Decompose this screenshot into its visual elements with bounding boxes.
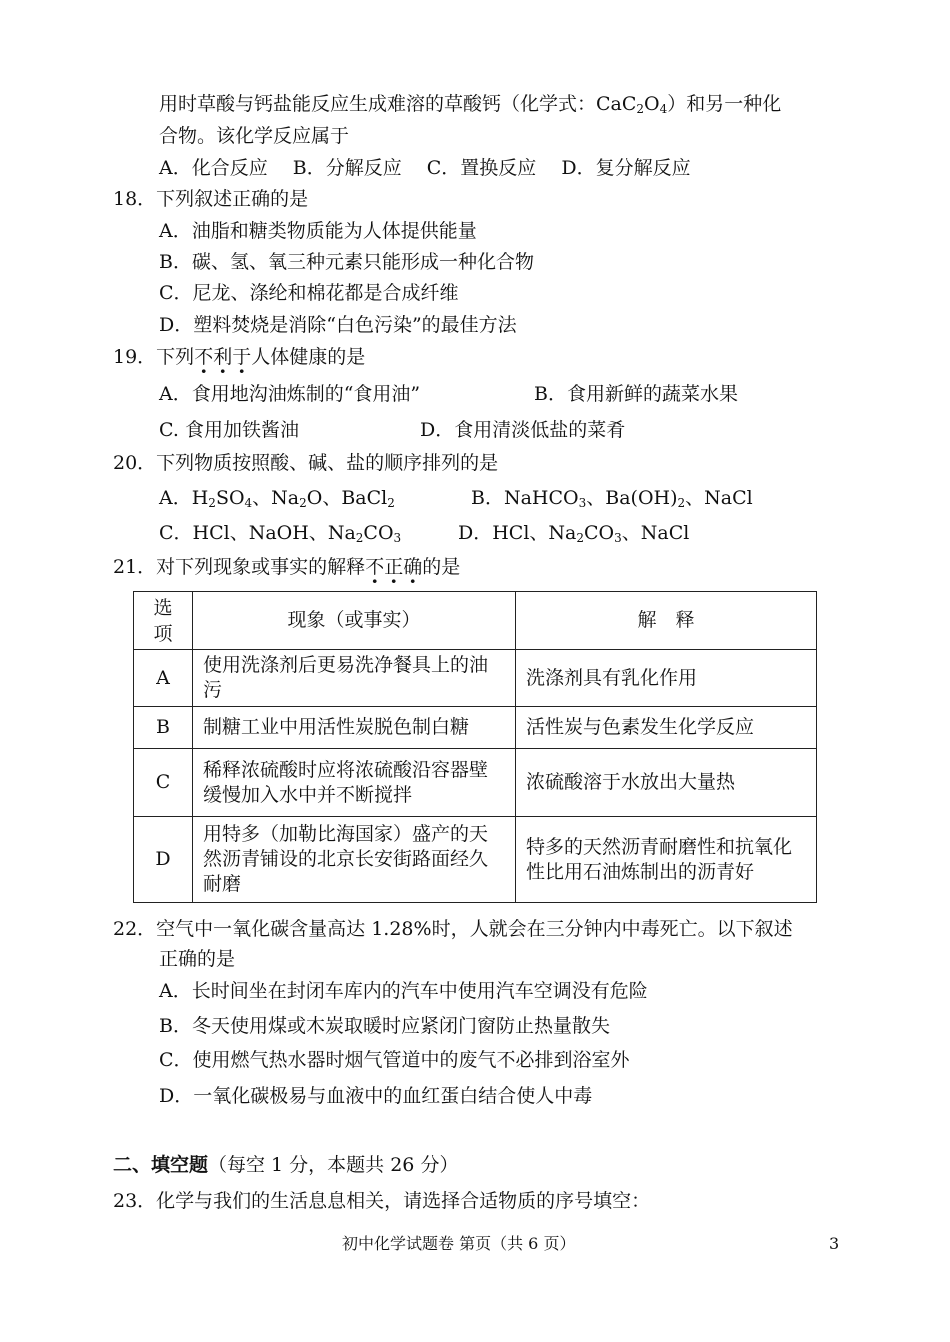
- section-title: 二、填空题: [113, 1154, 209, 1176]
- row-option: B: [134, 707, 193, 749]
- emphasis-dot-char: 确: [403, 556, 423, 578]
- table-row: [134, 707, 817, 749]
- q19-option-a: A．食用地沟油炼制的“食用油”: [159, 383, 421, 405]
- table-row: [134, 817, 817, 903]
- q22-stem-line2: 正确的是: [159, 948, 236, 970]
- row-option: D: [134, 817, 193, 903]
- q20-option-c: C．HCl、NaOH、$Na_2CO_3$: [159, 522, 402, 545]
- row-reason: 洗涤剂具有乳化作用: [516, 650, 817, 707]
- q22-option-a: A．长时间坐在封闭车库内的汽车中使用汽车空调没有危险: [159, 980, 648, 1002]
- table-row: [134, 650, 817, 707]
- q19-option-b: B．食用新鲜的蔬菜水果: [534, 383, 738, 405]
- q21-table: [133, 591, 817, 903]
- table-row: [134, 749, 817, 817]
- q23-stem: 23．化学与我们的生活息息相关，请选择合适物质的序号填空：: [113, 1190, 651, 1212]
- q20-option-b: B．NaHCO$_3$、$Ba(OH)_2$、NaCl: [471, 487, 753, 510]
- q18-option-a: A．油脂和糖类物质能为人体提供能量: [159, 220, 477, 242]
- section-note: （每空 1 分，本题共 26 分）: [208, 1154, 459, 1176]
- q19-option-d: D．食用清淡低盐的菜肴: [420, 419, 626, 441]
- q20-option-a: A．$H_2SO_4$、$Na_2O$、BaCl$_2$: [159, 487, 395, 510]
- page-number: 3: [829, 1234, 840, 1253]
- header-reason: 解 释: [516, 592, 817, 650]
- row-fact: 使用洗涤剂后更易洗净餐具上的油污: [193, 650, 516, 707]
- q18-option-b: B．碳、氢、氧三种元素只能形成一种化合物: [159, 251, 534, 273]
- q18-stem: 18．下列叙述正确的是: [113, 188, 309, 210]
- q19-stem: 19．下列不利于人体健康的是: [113, 346, 366, 368]
- row-reason: 特多的天然沥青耐磨性和抗氧化性比用石油炼制出的沥青好: [516, 817, 817, 903]
- row-fact: 用特多（加勒比海国家）盛产的天然沥青铺设的北京长安街路面经久耐磨: [193, 817, 516, 903]
- q22-option-b: B．冬天使用煤或木炭取暖时应紧闭门窗防止热量散失: [159, 1015, 610, 1037]
- row-reason: 活性炭与色素发生化学反应: [516, 707, 817, 749]
- emphasis-dot-char: 正: [384, 556, 404, 578]
- row-option: C: [134, 749, 193, 817]
- emphasis-dot-char: 不: [365, 556, 385, 578]
- emphasis-dot-char: 于: [232, 346, 252, 368]
- q20-option-d: D．HCl、$Na_2CO_3$、NaCl: [458, 522, 690, 545]
- q18-option-d: D．塑料焚烧是消除“白色污染”的最佳方法: [159, 314, 517, 336]
- emphasis-dot-char: 利: [213, 346, 233, 368]
- page-footer: 初中化学试题卷 第页（共 6 页）: [342, 1234, 576, 1253]
- q17-line1: 用时草酸与钙盐能反应生成难溶的草酸钙（化学式：$CaC_2O_4$）和另一种化: [159, 93, 782, 116]
- q20-stem: 20．下列物质按照酸、碱、盐的顺序排列的是: [113, 452, 499, 474]
- emphasis-dot-char: 不: [194, 346, 214, 368]
- table-header-row: [134, 592, 817, 650]
- row-reason: 浓硫酸溶于水放出大量热: [516, 749, 817, 817]
- q17-line2: 合物。该化学反应属于: [159, 125, 350, 147]
- row-fact: 稀释浓硫酸时应将浓硫酸沿容器壁缓慢加入水中并不断搅拌: [193, 749, 516, 817]
- q18-option-c: C．尼龙、涤纶和棉花都是合成纤维: [159, 282, 459, 304]
- q22-stem-line1: 22．空气中一氧化碳含量高达 1.28%时，人就会在三分钟内中毒死亡。以下叙述: [113, 918, 793, 940]
- section-heading: [113, 1152, 458, 1178]
- q22-option-d: D．一氧化碳极易与血液中的血红蛋白结合使人中毒: [159, 1085, 593, 1107]
- row-option: A: [134, 650, 193, 707]
- header-option: 选项: [134, 592, 193, 650]
- q17-options: A．化合反应 B．分解反应 C．置换反应 D．复分解反应: [159, 157, 691, 179]
- q21-stem: 21．对下列现象或事实的解释不正确的是: [113, 556, 461, 578]
- q22-option-c: C．使用燃气热水器时烟气管道中的废气不必排到浴室外: [159, 1049, 630, 1071]
- row-fact: 制糖工业中用活性炭脱色制白糖: [193, 707, 516, 749]
- q19-option-c: C. 食用加铁酱油: [159, 419, 299, 441]
- header-fact: 现象（或事实）: [193, 592, 516, 650]
